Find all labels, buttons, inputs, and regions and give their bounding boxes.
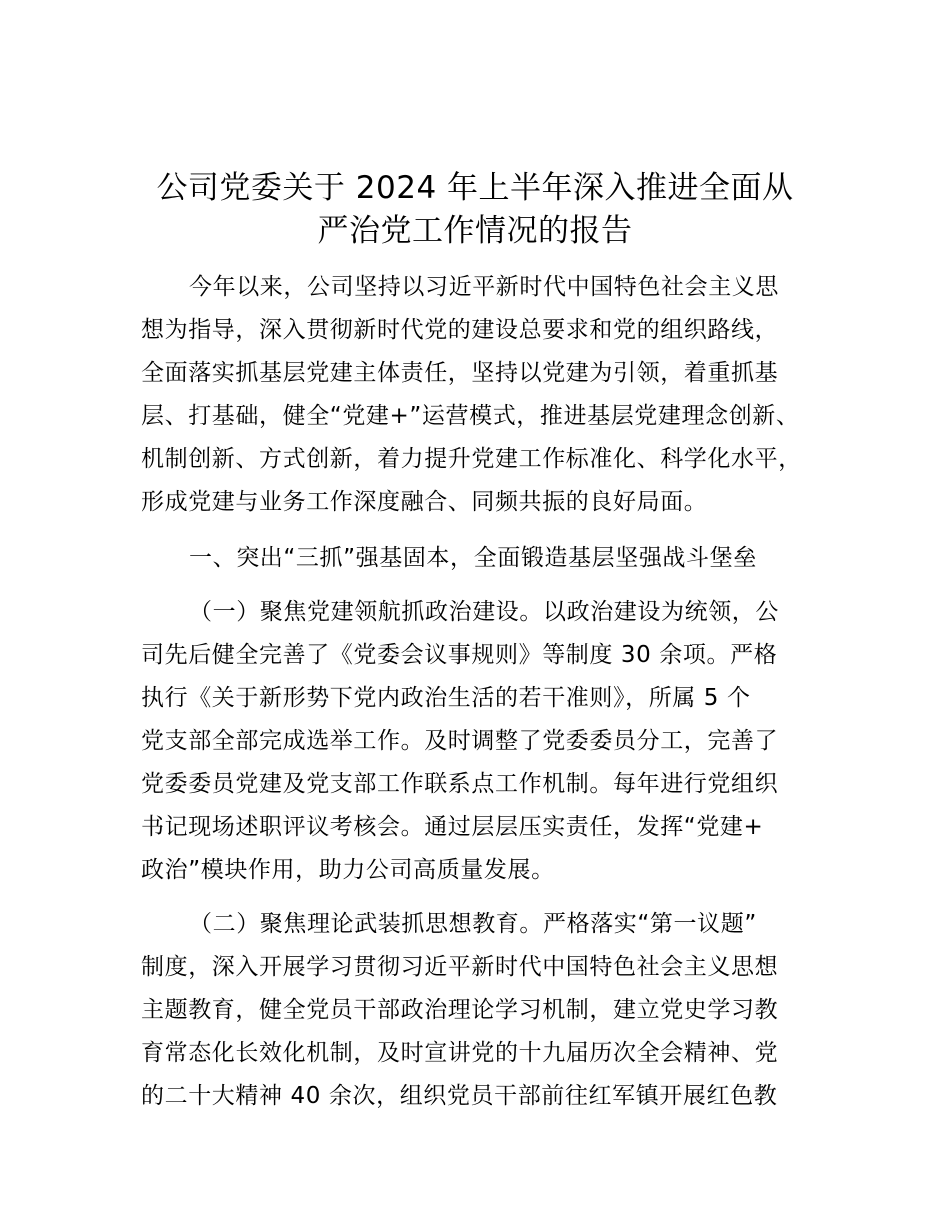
intro-paragraph-line: 机制创新、方式创新，着力提升党建工作标准化、科学化水平， (141, 446, 802, 472)
subsection-2-line: 制度，深入开展学习贯彻习近平新时代中国特色社会主义思想 (141, 954, 779, 980)
intro-paragraph-line: 形成党建与业务工作深度融合、同频共振的良好局面。 (141, 489, 708, 515)
subsection-1-line: 司先后健全完善了《党委会议事规则》等制度 30 余项。严格 (141, 642, 778, 668)
subsection-2-line: 育常态化长效化机制，及时宣讲党的十九届历次全会精神、党 (141, 1040, 779, 1066)
subsection-1-line: 党支部全部完成选举工作。及时调整了党委委员分工，完善了 (141, 728, 779, 754)
report-title-line-2: 严治党工作情况的报告 (317, 213, 633, 249)
subsection-1-line: 政治”模块作用，助力公司高质量发展。 (141, 857, 555, 883)
intro-paragraph-line: 想为指导，深入贯彻新时代党的建设总要求和党的组织路线， (141, 317, 779, 343)
subsection-2-line: 主题教育，健全党员干部政治理论学习机制，建立党史学习教 (141, 997, 779, 1023)
subsection-2-line: 的二十大精神 40 余次，组织党员干部前往红军镇开展红色教 (141, 1083, 778, 1109)
subsection-1-line: （一）聚焦党建领航抓政治建设。以政治建设为统领，公 (189, 599, 779, 625)
intro-paragraph-line: 今年以来，公司坚持以习近平新时代中国特色社会主义思 (189, 274, 779, 300)
intro-paragraph-line: 层、打基础，健全“党建+”运营模式，推进基层党建理念创新、 (141, 403, 800, 429)
subsection-1-line: 执行《关于新形势下党内政治生活的若干准则》，所属 5 个 (141, 685, 751, 711)
report-title-line-1: 公司党委关于 2024 年上半年深入推进全面从 (156, 170, 794, 206)
section-heading-1: 一、突出“三抓”强基固本，全面锻造基层坚强战斗堡垒 (189, 545, 757, 571)
subsection-1-line: 书记现场述职评议考核会。通过层层压实责任，发挥“党建+ (141, 814, 764, 840)
subsection-1-line: 党委委员党建及党支部工作联系点工作机制。每年进行党组织 (141, 771, 779, 797)
intro-paragraph-line: 全面落实抓基层党建主体责任，坚持以党建为引领，着重抓基 (141, 360, 779, 386)
subsection-2-line: （二）聚焦理论武装抓思想教育。严格落实“第一议题” (189, 911, 757, 937)
